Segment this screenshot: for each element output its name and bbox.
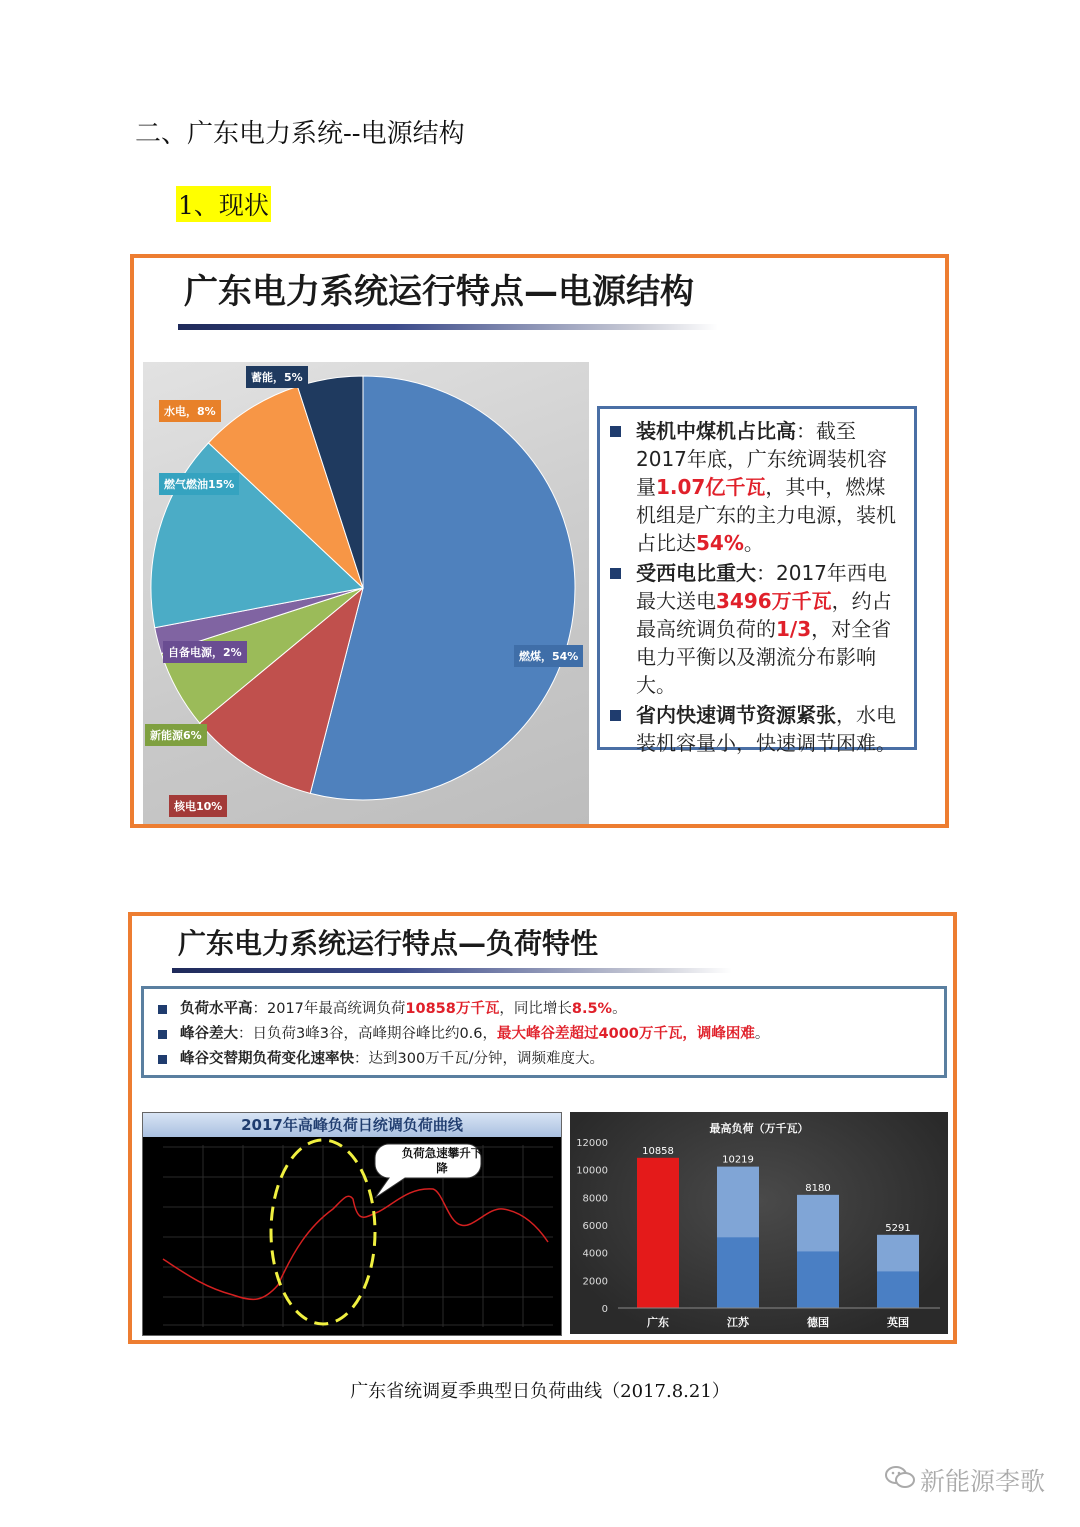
slide-title: 广东电力系统运行特点—电源结构 (184, 272, 694, 312)
bar-chart (570, 1112, 948, 1334)
figure-caption: 广东省统调夏季典型日负荷曲线（2017.8.21） (350, 1381, 730, 1402)
title-underline (178, 324, 718, 330)
pie-label-coal: 燃煤，54% (514, 645, 583, 667)
section-title: 二、广东电力系统--电源结构 (135, 119, 465, 149)
pie-label-gas: 燃气燃油15% (159, 473, 239, 495)
info-item-load-level: 负荷水平高：2017年最高统调负荷10858万千瓦，同比增长8.5%。 (158, 997, 930, 1022)
bar-1 (637, 1158, 679, 1308)
subsection-title: 1、现状 (176, 186, 271, 222)
x-category-label: 江苏 (727, 1316, 749, 1329)
y-tick-label: 8000 (582, 1193, 608, 1205)
info-box-structure (597, 406, 917, 755)
info-item-peak-valley: 峰谷差大：日负荷3峰3谷，高峰期谷峰比约0.6，最大峰谷差超过4000万千瓦，调峰困难。 (158, 1022, 930, 1047)
info-item-west-power: 受西电比重大：2017年西电最大送电3496万千瓦，约占最高统调负荷的1/3，对全省电力平衡以及潮流分布影响大。 (610, 559, 904, 699)
slide-power-structure (130, 254, 949, 828)
y-tick-label: 10000 (576, 1165, 608, 1177)
bar-chart-title: 最高负荷（万千瓦） (709, 1122, 809, 1135)
bar-value-label: 10858 (642, 1145, 674, 1157)
y-tick-label: 6000 (582, 1221, 608, 1232)
pie-label-self: 自备电源，2% (163, 641, 247, 663)
load-curve-panel (142, 1112, 562, 1336)
callout-text: 负荷急速攀升下降 (401, 1146, 483, 1175)
bullet-icon (158, 1030, 167, 1039)
bar-upper-shade (717, 1167, 759, 1238)
pie-chart (143, 362, 589, 824)
x-category-label: 英国 (887, 1316, 909, 1329)
pie-label-new-energy: 新能源6% (145, 724, 207, 746)
y-tick-label: 4000 (582, 1248, 608, 1260)
bar-upper-shade (797, 1195, 839, 1252)
bullet-icon (158, 1055, 167, 1064)
bar-value-label: 5291 (885, 1222, 911, 1234)
bullet-icon (158, 1005, 167, 1014)
load-curve-plot (143, 1137, 561, 1335)
slide-load-characteristics (128, 912, 957, 1344)
bullet-icon (610, 568, 621, 579)
title-underline (172, 968, 732, 973)
pie-label-storage: 蓄能，5% (246, 366, 308, 388)
bullet-icon (610, 710, 621, 721)
pie-label-hydro: 水电，8% (159, 400, 221, 422)
bullet-icon (610, 426, 621, 437)
load-curve-line (163, 1189, 548, 1300)
info-item-rate: 峰谷交替期负荷变化速率快：达到300万千瓦/分钟，调频难度大。 (158, 1047, 930, 1072)
bar-chart-panel (570, 1112, 948, 1334)
y-tick-label: 0 (601, 1304, 608, 1315)
y-tick-label: 12000 (576, 1138, 608, 1149)
watermark-text: 新能源李歌 (919, 1467, 1045, 1496)
bar-upper-shade (877, 1235, 919, 1272)
bar-value-label: 8180 (805, 1182, 831, 1194)
x-category-label: 德国 (807, 1316, 829, 1329)
watermark (884, 1462, 1045, 1498)
info-item-coal: 装机中煤机占比高：截至2017年底，广东统调装机容量1.07亿千瓦，其中，燃煤机组是广东的主力电源，装机占比达54%。 (610, 417, 904, 557)
info-item-regulation: 省内快速调节资源紧张，水电装机容量小，快速调节困难。 (610, 701, 904, 757)
wechat-icon (884, 1464, 916, 1496)
pie-label-nuclear: 核电10% (169, 795, 227, 817)
x-category-label: 广东 (647, 1316, 669, 1329)
load-curve-title: 2017年高峰负荷日统调负荷曲线 (143, 1113, 561, 1137)
y-tick-label: 2000 (582, 1276, 608, 1288)
slide-title: 广东电力系统运行特点—负荷特性 (178, 927, 599, 960)
bar-value-label: 10219 (722, 1154, 754, 1166)
pie-chart-panel (143, 362, 589, 824)
info-box-load (141, 986, 947, 1078)
